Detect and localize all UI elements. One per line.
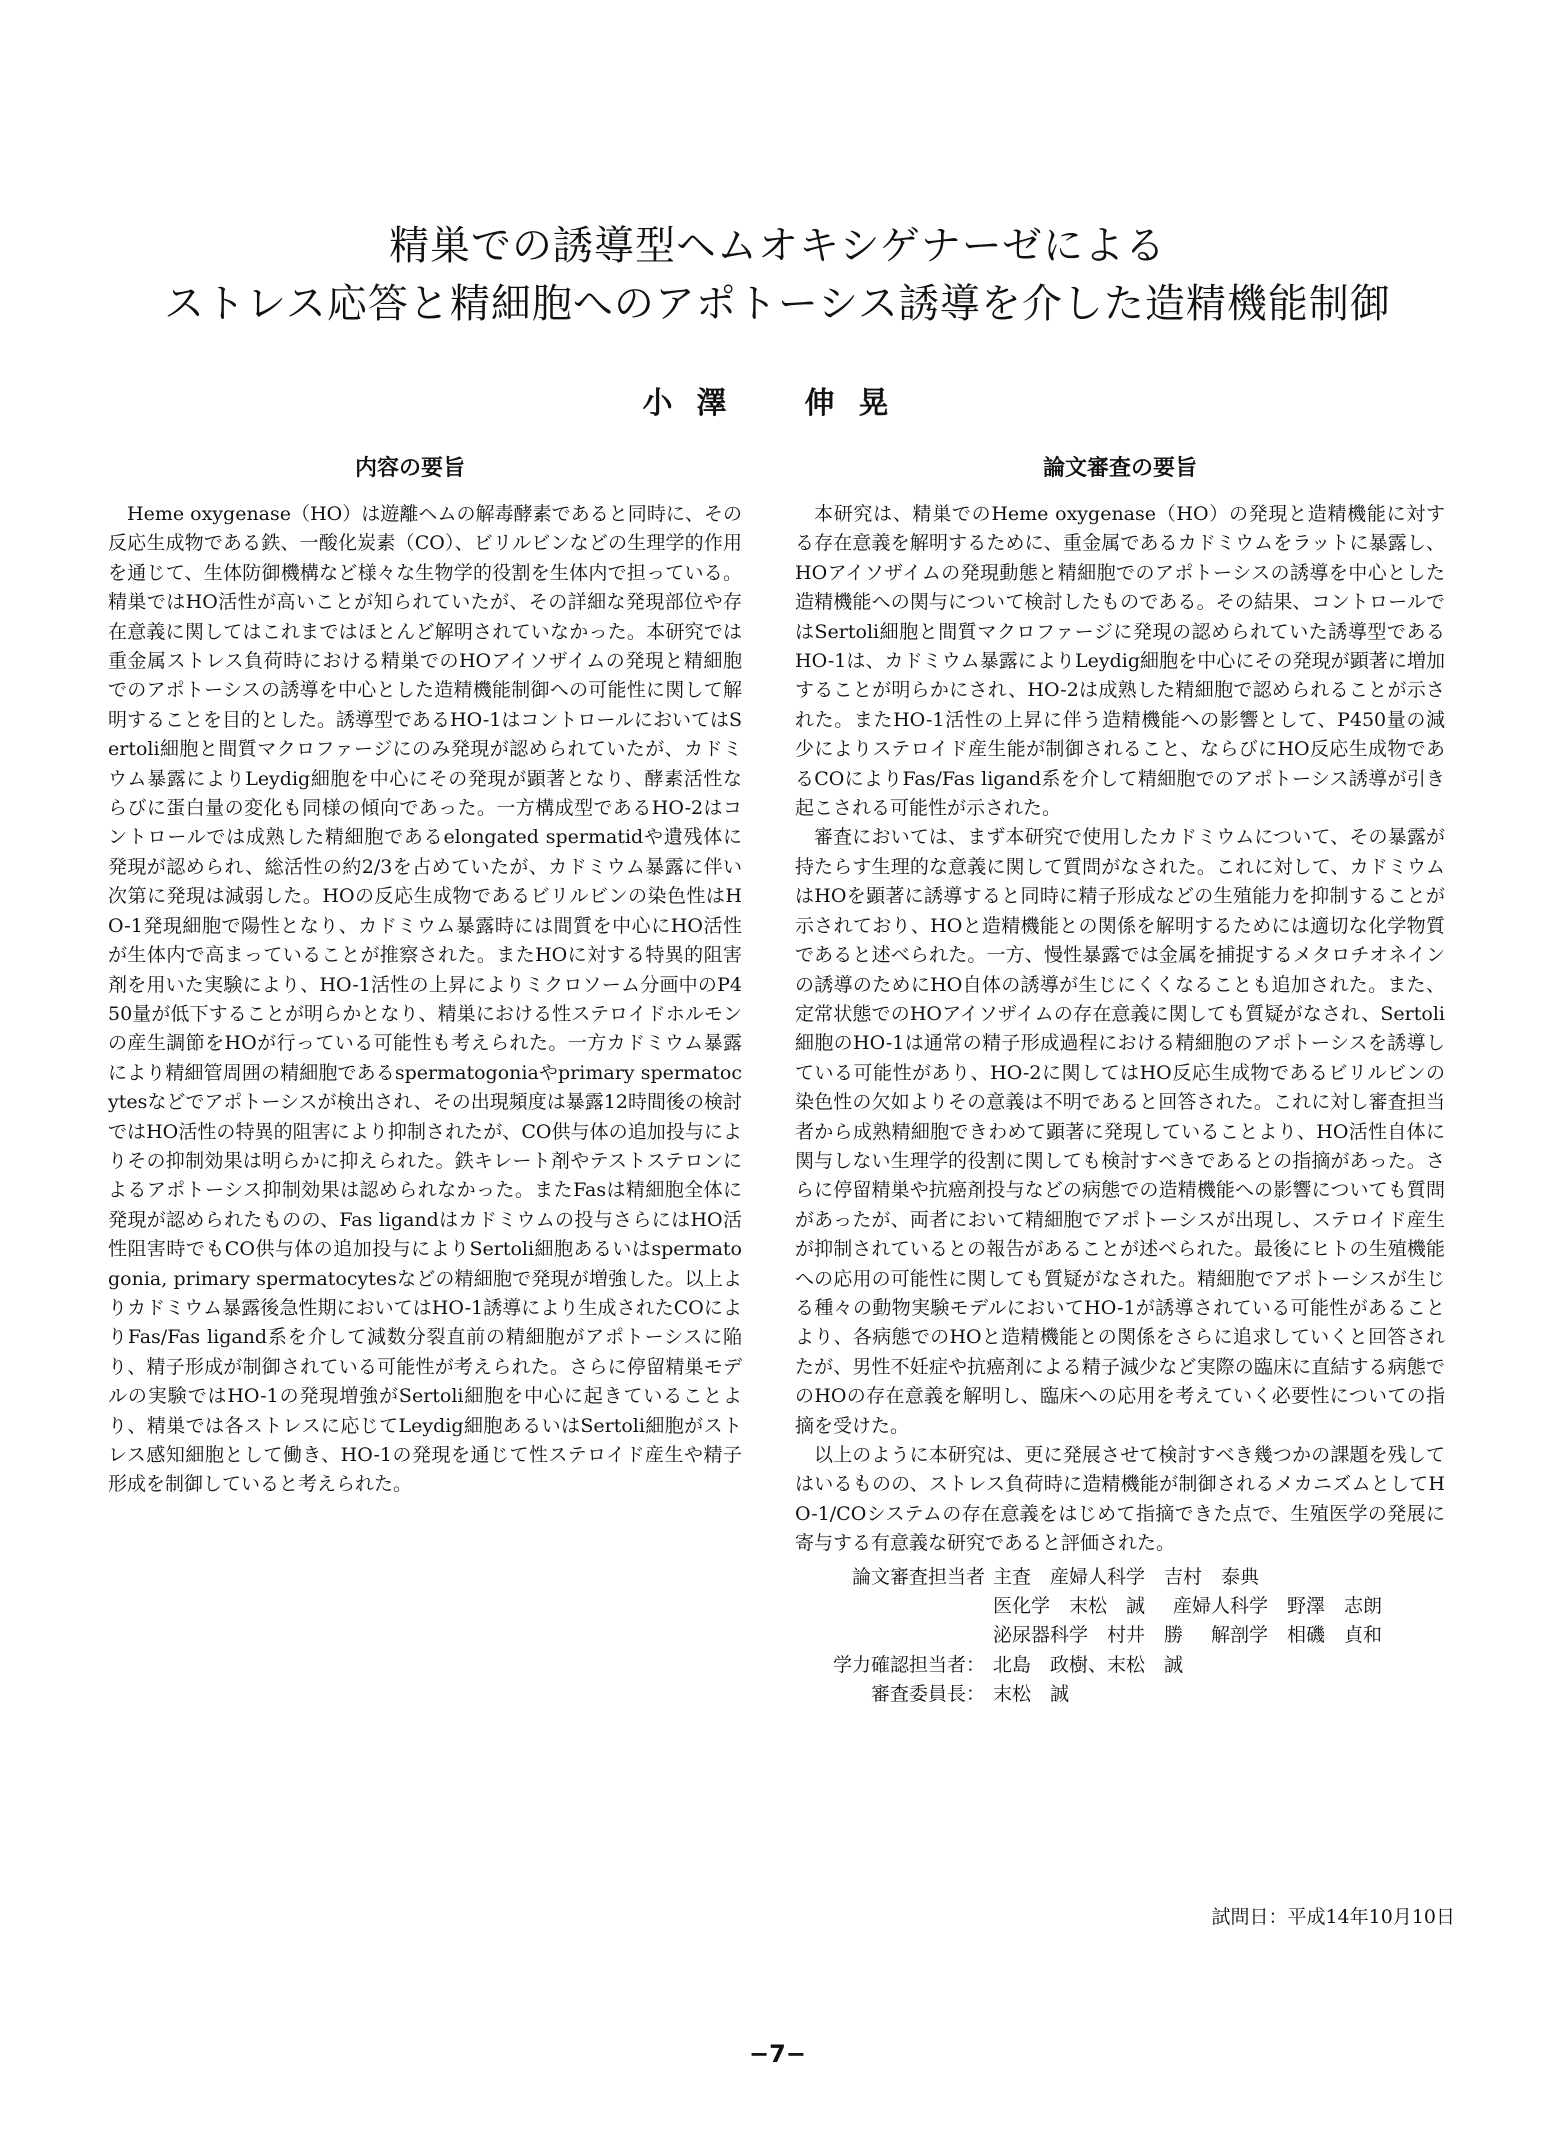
credit-value: 解剖学 相磯 貞和	[1211, 1624, 1383, 1647]
credit-label: 審査委員長：	[870, 1683, 985, 1706]
title-line-2: ストレス応答と精細胞へのアポトーシス誘導を介した造精機能制御	[164, 281, 1391, 327]
credit-label	[795, 1621, 985, 1650]
credit-value: 主査 産婦人科学 吉村 泰典	[993, 1565, 1260, 1588]
credit-row	[795, 1592, 1445, 1621]
summary-heading: 内容の要旨	[354, 455, 465, 481]
summary-paragraph: Heme oxygenase（HO）は遊離ヘムの解毒酵素であると同時に、その反応生成物である鉄、一酸化炭素（CO）、ビリルビンなどの生理学的作用を通じて、生体防御機構など様々な生物学的役割を生体内で担っている。精巣ではHO活性が高いことが知られていたが、その詳細な発現部位や存在意義に関してはこれまではほとんど解明されていなかった。本研究では重金属ストレス負荷時における精巣でのHOアイソザイムの発現と精細胞でのアポトーシスの誘導を中心とした造精機能制御への可能性に関して解明することを目的とした。誘導型であるHO-1はコントロールにおいてはSertoli細胞と間質マクロファージにのみ発現が認められていたが、カドミウム暴露によりLeydig細胞を中心にその発現が顕著となり、酵素活性ならびに蛋白量の変化も同様の傾向であった。一方構成型であるHO-2はコントロールでは成熟した精細胞であるelongated spermatidや遺残体に発現が認められ、総活性の約2/3を占めていたが、カドミウム暴露に伴い次第に発現は減弱した。HOの反応生成物であるビリルビンの染色性はHO-1発現細胞で陽性となり、カドミウム暴露時には間質を中心にHO活性が生体内で高まっていることが推察された。またHOに対する特異的阻害剤を用いた実験により、HO-1活性の上昇によりミクロソーム分画中のP450量が低下することが明らかとなり、精巣における性ステロイドホルモンの産生調節をHOが行っている可能性も考えられた。一方カドミウム暴露により精細管周囲の精細胞であるspermatogoniaやprimary spermatocytesなどでアポトーシスが検出され、その出現頻度は暴露12時間後の検討ではHO活性の特異的阻害により抑制されたが、CO供与体の追加投与によりその抑制効果は明らかに抑えられた。鉄キレート剤やテストステロンによるアポトーシス抑制効果は認められなかった。またFasは精細胞全体に発現が認められたものの、Fas ligandはカドミウムの投与さらにはHO活性阻害時でもCO供与体の追加投与によりSertoli細胞あるいはspermatogonia, primary spermatocytesなどの精細胞で発現が増強した。以上よりカドミウム暴露後急性期においてはHO-1誘導により生成されたCOによりFas/Fas ligand系を介して減数分裂直前の精細胞がアポトーシスに陥り、精子形成が制御されている可能性が考えられた。さらに停留精巣モデルの実験ではHO-1の発現増強がSertoli細胞を中心に起きていることより、精巣では各ストレスに応じてLeydig細胞あるいはSertoli細胞がストレス感知細胞として働き、HO-1の発現を通じて性ステロイド産生や精子形成を制御していると考えられた。	[108, 503, 742, 1496]
credit-row	[795, 1563, 1445, 1592]
credit-value: 医化学 末松 誠	[993, 1595, 1146, 1618]
credit-label	[795, 1592, 985, 1621]
review-paragraph: 審査においては、まず本研究で使用したカドミウムについて、その暴露が持たらす生理的な意義に関して質問がなされた。これに対して、カドミウムはHOを顕著に誘導すると同時に精子形成などの生殖能力を抑制することが示されており、HOと造精機能との関係を解明するためには適切な化学物質であると述べられた。一方、慢性暴露では金属を捕捉するメタロチオネインの誘導のためにHO自体の誘導が生じにくくなることも追加された。また、定常状態でのHOアイソザイムの存在意義に関しても質疑がなされ、Sertoli細胞のHO-1は通常の精子形成過程における精細胞のアポトーシスを誘導している可能性があり、HO-2に関してはHO反応生成物であるビリルビンの染色性の欠如よりその意義は不明であると回答された。これに対し審査担当者から成熟精細胞できわめて顕著に発現していることより、HO活性自体に関与しない生理学的役割に関しても検討すべきであるとの指摘があった。さらに停留精巣や抗癌剤投与などの病態での造精機能への影響についても質問があったが、両者において精細胞でアポトーシスが出現し、ステロイド産生が抑制されているとの報告があることが述べられた。最後にヒトの生殖機能への応用の可能性に関しても質疑がなされた。精細胞でアポトーシスが生じる種々の動物実験モデルにおいてHO-1が誘導されている可能性があることより、各病態でのHOと造精機能との関係をさらに追求していくと回答されたが、男性不妊症や抗癌剤による精子減少など実際の臨床に直結する病態でのHOの存在意義を解明し、臨床への応用を考えていく必要性についての指摘を受けた。	[795, 826, 1445, 1437]
exam-date: 試問日：平成14年10月10日	[1211, 1906, 1455, 1928]
review-paragraph: 本研究は、精巣でのHeme oxygenase（HO）の発現と造精機能に対する存在意義を解明するために、重金属であるカドミウムをラットに暴露し、HOアイソザイムの発現動態と精細胞でのアポトーシスの誘導を中心とした造精機能への関与について検討したものである。その結果、コントロールではSertoli細胞と間質マクロファージに発現の認められていた誘導型であるHO-1は、カドミウム暴露によりLeydig細胞を中心にその発現が顕著に増加することが明らかにされ、HO-2は成熟した精細胞で認められることが示された。またHO-1活性の上昇に伴う造精機能への影響として、P450量の減少によりステロイド産生能が制御されること、ならびにHO反応生成物であるCOによりFas/Fas ligand系を介して精細胞でのアポトーシス誘導が引き起こされる可能性が示された。	[795, 503, 1445, 820]
credit-label: 学力確認担当者：	[832, 1653, 985, 1676]
author-name: 小澤 伸晃	[642, 386, 913, 421]
credit-value: 産婦人科学 野澤 志朗	[1173, 1595, 1383, 1618]
review-paragraph: 以上のように本研究は、更に発展させて検討すべき幾つかの課題を残してはいるものの、ストレス負荷時に造精機能が制御されるメカニズムとしてHO-1/COシステムの存在意義をはじめて指摘できた点で、生殖医学の発展に寄与する有意義な研究であると評価された。	[795, 1444, 1445, 1555]
credit-row	[795, 1621, 1445, 1650]
page-number: −7−	[749, 2040, 806, 2068]
review-column	[795, 500, 1445, 1780]
review-heading: 論文審査の要旨	[1042, 455, 1197, 481]
credit-value: 末松 誠	[993, 1683, 1070, 1706]
title-line-1: 精巣での誘導型ヘムオキシゲナーゼによる	[389, 223, 1166, 269]
reviewer-credits	[795, 1563, 1445, 1710]
credit-value: 泌尿器科学 村井 勝	[993, 1624, 1184, 1647]
summary-column	[108, 500, 742, 1790]
credit-label: 論文審査担当者	[851, 1565, 985, 1588]
credit-value: 北島 政樹、末松 誠	[993, 1653, 1184, 1676]
credit-row	[795, 1680, 1445, 1709]
credit-row	[795, 1651, 1445, 1680]
